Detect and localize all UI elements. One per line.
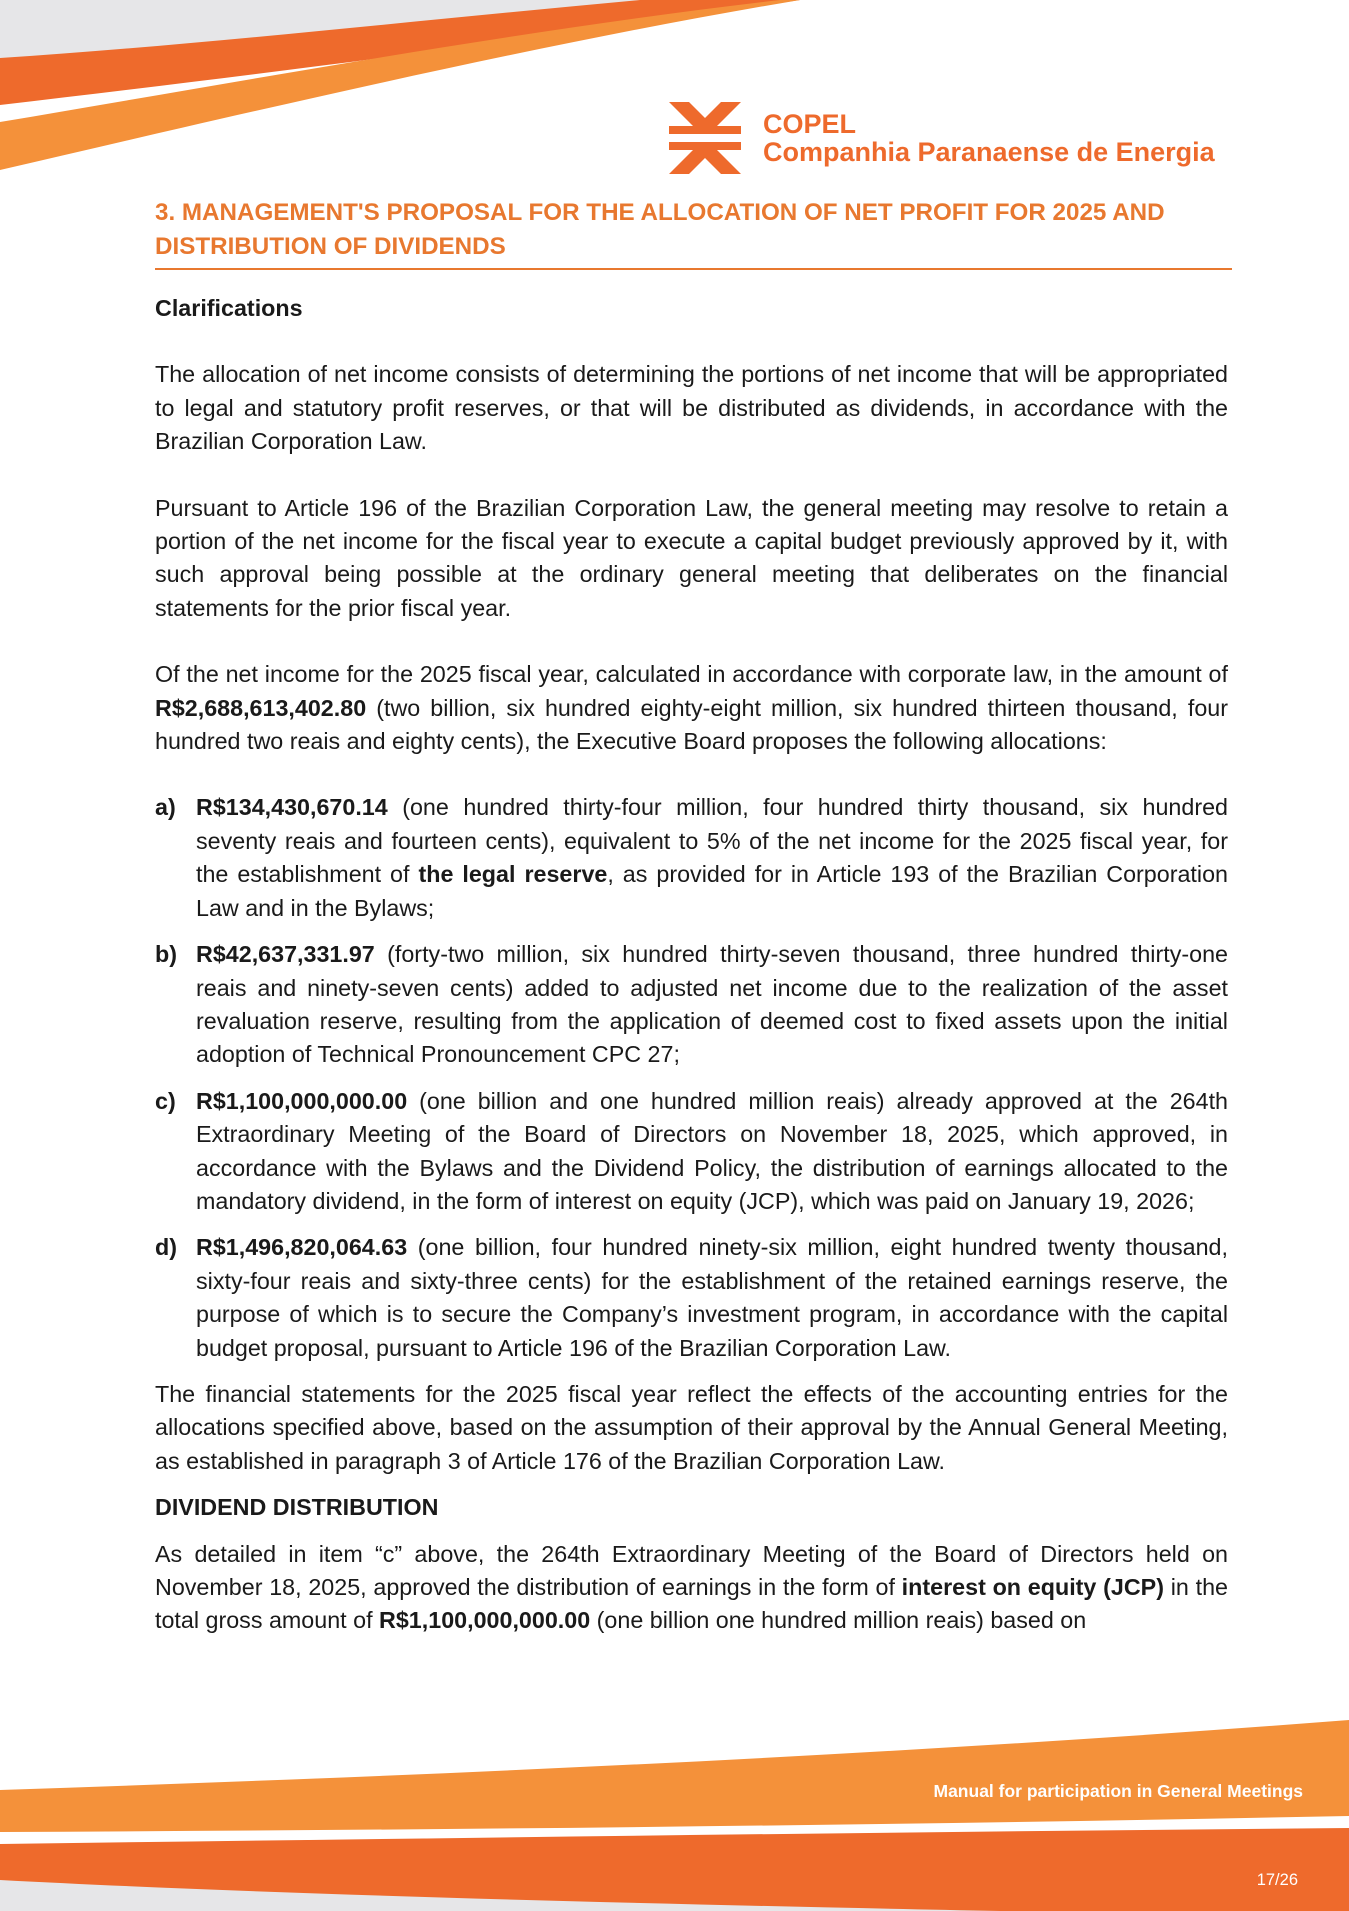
footer-decoration — [0, 1720, 1349, 1911]
section-title: 3. MANAGEMENT'S PROPOSAL FOR THE ALLOCATION OF NET PROFIT FOR 2025 AND DISTRIBUTION OF DIVIDENDS — [155, 196, 1232, 270]
logo-name: COPEL — [763, 108, 857, 139]
list-item: b) R$42,637,331.97 (forty-two million, six hundred thirty-seven thousand, three hundred thirty-one reais and ninety-seven cents) added to adjusted net income due to the realization of the asset revaluation reserve, resulting from the application of deemed cost to fixed assets upon the initial adoption of Technical Pronouncement CPC 27; — [155, 941, 1228, 1068]
paragraph-allocation: The allocation of net income consists of determining the portions of net income that will be appropriated to legal and statutory profit reserves, or that will be distributed as dividends, in accordance with the Brazilian Corporation Law. — [155, 361, 1228, 455]
list-item: d) R$1,496,820,064.63 (one billion, four hundred ninety-six million, eight hundred twenty thousand, sixty-four reais and sixty-three cents) for the establishment of the retained earnings reserve, the purpose of which is to secure the Company’s investment program, in accordance with the capital budget proposal, pursuant to Article 196 of the Brazilian Corporation Law. — [155, 1234, 1228, 1361]
dividend-distribution-heading: DIVIDEND DISTRIBUTION — [155, 1494, 439, 1521]
footer-manual-title: Manual for participation in General Meetings — [933, 1781, 1303, 1801]
net-income-amount: R$2,688,613,402.80 — [155, 694, 367, 721]
logo-company-name: Companhia Paranaense de Energia — [763, 137, 1215, 167]
paragraph-dividend: As detailed in item “c” above, the 264th Extraordinary Meeting of the Board of Directors held on November 18, 2025, approved the distribution of earnings in the form of interest on equity (JCP) in the total gross amount of R$1,100,000,000.00 (one billion one hundred million reais) based on — [155, 1540, 1228, 1634]
paragraph-article-196: Pursuant to Article 196 of the Brazilian Corporation Law, the general meeting may resolve to retain a portion of the net income for the fiscal year to execute a capital budget previously approved by it, with such approval being possible at the ordinary general meeting that deliberates on the financial statements for the prior fiscal year. — [155, 494, 1228, 621]
page-number: 17/26 — [1256, 1871, 1298, 1889]
company-logo — [667, 100, 1215, 176]
paragraph-net-income: Of the net income for the 2025 fiscal year, calculated in accordance with corporate law, in the amount of R$2,688,613,402.80 (two billion, six hundred eighty-eight million, six hundred thirteen thousand, four hundred two reais and eighty cents), the Executive Board proposes the following allocations: — [155, 661, 1228, 755]
list-item: a) R$134,430,670.14 (one hundred thirty-four million, four hundred thirty thousand, six hundred seventy reais and fourteen cents), equivalent to 5% of the net income for the 2025 fiscal year, for the establishment of the legal reserve, as provided for in Article 193 of the Brazilian Corporation Law and in the Bylaws; — [155, 794, 1228, 921]
clarifications-heading: Clarifications — [155, 295, 303, 321]
paragraph-financial-statements: The financial statements for the 2025 fiscal year reflect the effects of the accounting entries for the allocations specified above, based on the assumption of their approval by the Annual General Meeting, as established in paragraph 3 of Article 176 of the Brazilian Corporation Law. — [155, 1380, 1228, 1474]
document-body — [155, 196, 1228, 1638]
list-item: c) R$1,100,000,000.00 (one billion and one hundred million reais) already approved at the 264th Extraordinary Meeting of the Board of Directors on November 18, 2025, which approved, in accordance with the Bylaws and the Dividend Policy, the distribution of earnings allocated to the mandatory dividend, in the form of interest on equity (JCP), which was paid on January 19, 2026; — [155, 1087, 1228, 1214]
copel-logo-icon — [667, 100, 743, 176]
